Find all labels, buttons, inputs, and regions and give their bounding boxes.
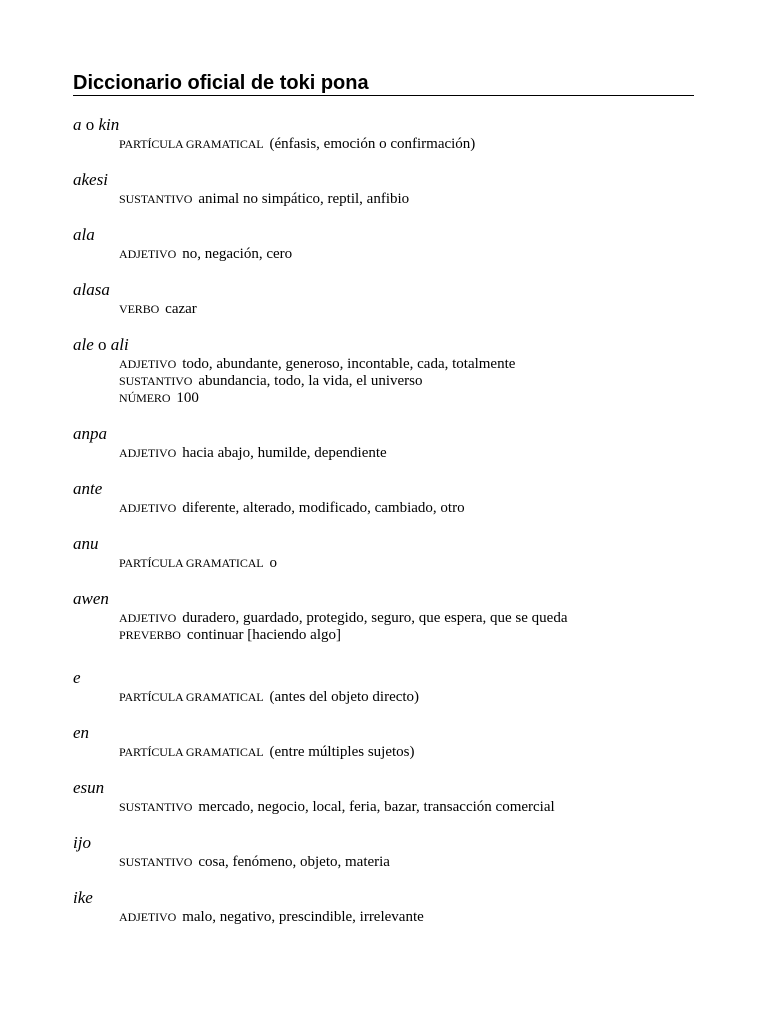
definition: animal no simpático, reptil, anfibio	[198, 191, 410, 207]
headword	[73, 887, 694, 909]
dictionary-entry	[73, 169, 694, 208]
definition: continuar [haciendo algo]	[186, 627, 341, 643]
headword-term: anu	[73, 534, 99, 553]
headword	[73, 777, 694, 799]
dictionary-entry	[73, 533, 694, 572]
headword-term: ante	[73, 479, 103, 498]
sense-line	[73, 136, 694, 153]
dictionary-entry	[73, 478, 694, 517]
headword	[73, 224, 694, 246]
dictionary-entry	[73, 588, 694, 644]
headword	[73, 279, 694, 301]
sense-line	[73, 246, 694, 263]
headword-term: esun	[73, 778, 105, 797]
part-of-speech: ADJETIVO	[119, 910, 177, 924]
definition: o	[269, 555, 278, 571]
definition: hacia abajo, humilde, dependiente	[182, 445, 387, 461]
part-of-speech: SUSTANTIVO	[119, 855, 193, 869]
definition: no, negación, cero	[182, 246, 293, 262]
part-of-speech: ADJETIVO	[119, 501, 177, 515]
headword	[73, 667, 694, 689]
headword-connector: o	[85, 115, 95, 134]
headword-term: e	[73, 668, 81, 687]
headword	[73, 334, 694, 356]
definition: cosa, fenómeno, objeto, materia	[198, 854, 390, 870]
sense-line	[73, 555, 694, 572]
part-of-speech: VERBO	[119, 302, 160, 316]
dictionary-entry	[73, 832, 694, 871]
part-of-speech: PARTÍCULA GRAMATICAL	[119, 690, 264, 704]
definition: diferente, alterado, modificado, cambiado, otro	[182, 500, 465, 516]
dictionary-entry	[73, 224, 694, 263]
headword	[73, 832, 694, 854]
entry-list	[73, 114, 694, 926]
part-of-speech: SUSTANTIVO	[119, 192, 193, 206]
part-of-speech: SUSTANTIVO	[119, 374, 193, 388]
part-of-speech: ADJETIVO	[119, 357, 177, 371]
definition: cazar	[165, 301, 197, 317]
definition: mercado, negocio, local, feria, bazar, transacción comercial	[198, 799, 555, 815]
headword	[73, 478, 694, 500]
definition: (antes del objeto directo)	[269, 689, 420, 705]
dictionary-entry	[73, 887, 694, 926]
definition: 100	[176, 390, 199, 406]
definition: abundancia, todo, la vida, el universo	[198, 373, 423, 389]
headword-term: ike	[73, 888, 93, 907]
headword	[73, 588, 694, 610]
headword	[73, 114, 694, 136]
dictionary-entry	[73, 722, 694, 761]
definition: todo, abundante, generoso, incontable, cada, totalmente	[182, 356, 516, 372]
part-of-speech: PREVERBO	[119, 628, 181, 642]
sense-line	[73, 445, 694, 462]
sense-line	[73, 799, 694, 816]
dictionary-entry	[73, 777, 694, 816]
headword	[73, 423, 694, 445]
headword-term: akesi	[73, 170, 108, 189]
sense-line	[73, 356, 694, 373]
headword-term: a	[73, 115, 82, 134]
sense-line	[73, 373, 694, 390]
dictionary-entry	[73, 279, 694, 318]
part-of-speech: ADJETIVO	[119, 247, 177, 261]
definition: duradero, guardado, protegido, seguro, que espera, que se queda	[182, 610, 568, 626]
headword	[73, 169, 694, 191]
headword-term: anpa	[73, 424, 107, 443]
dictionary-entry	[73, 334, 694, 407]
part-of-speech: PARTÍCULA GRAMATICAL	[119, 137, 264, 151]
part-of-speech: ADJETIVO	[119, 446, 177, 460]
definition: (entre múltiples sujetos)	[269, 744, 415, 760]
sense-line	[73, 390, 694, 407]
headword-term: alasa	[73, 280, 110, 299]
headword	[73, 533, 694, 555]
sense-line	[73, 854, 694, 871]
dictionary-entry	[73, 114, 694, 153]
headword	[73, 722, 694, 744]
part-of-speech: ADJETIVO	[119, 611, 177, 625]
headword-term: ala	[73, 225, 95, 244]
sense-line	[73, 689, 694, 706]
part-of-speech: PARTÍCULA GRAMATICAL	[119, 745, 264, 759]
headword-term: en	[73, 723, 90, 742]
part-of-speech: SUSTANTIVO	[119, 800, 193, 814]
sense-line	[73, 500, 694, 517]
headword-term: ale	[73, 335, 94, 354]
headword-term: ali	[110, 335, 129, 354]
headword-term: ijo	[73, 833, 91, 852]
headword-connector: o	[98, 335, 107, 354]
sense-line	[73, 909, 694, 926]
sense-line	[73, 301, 694, 318]
headword-term: kin	[98, 115, 120, 134]
sense-line	[73, 610, 694, 627]
dictionary-entry	[73, 667, 694, 706]
part-of-speech: NÚMERO	[119, 391, 171, 405]
page-title: Diccionario oficial de toki pona	[73, 71, 694, 96]
part-of-speech: PARTÍCULA GRAMATICAL	[119, 556, 264, 570]
definition: malo, negativo, prescindible, irrelevante	[182, 909, 424, 925]
dictionary-entry	[73, 423, 694, 462]
sense-line	[73, 627, 694, 644]
sense-line	[73, 191, 694, 208]
sense-line	[73, 744, 694, 761]
dictionary-page	[73, 71, 694, 942]
headword-term: awen	[73, 589, 109, 608]
definition: (énfasis, emoción o confirmación)	[269, 136, 476, 152]
